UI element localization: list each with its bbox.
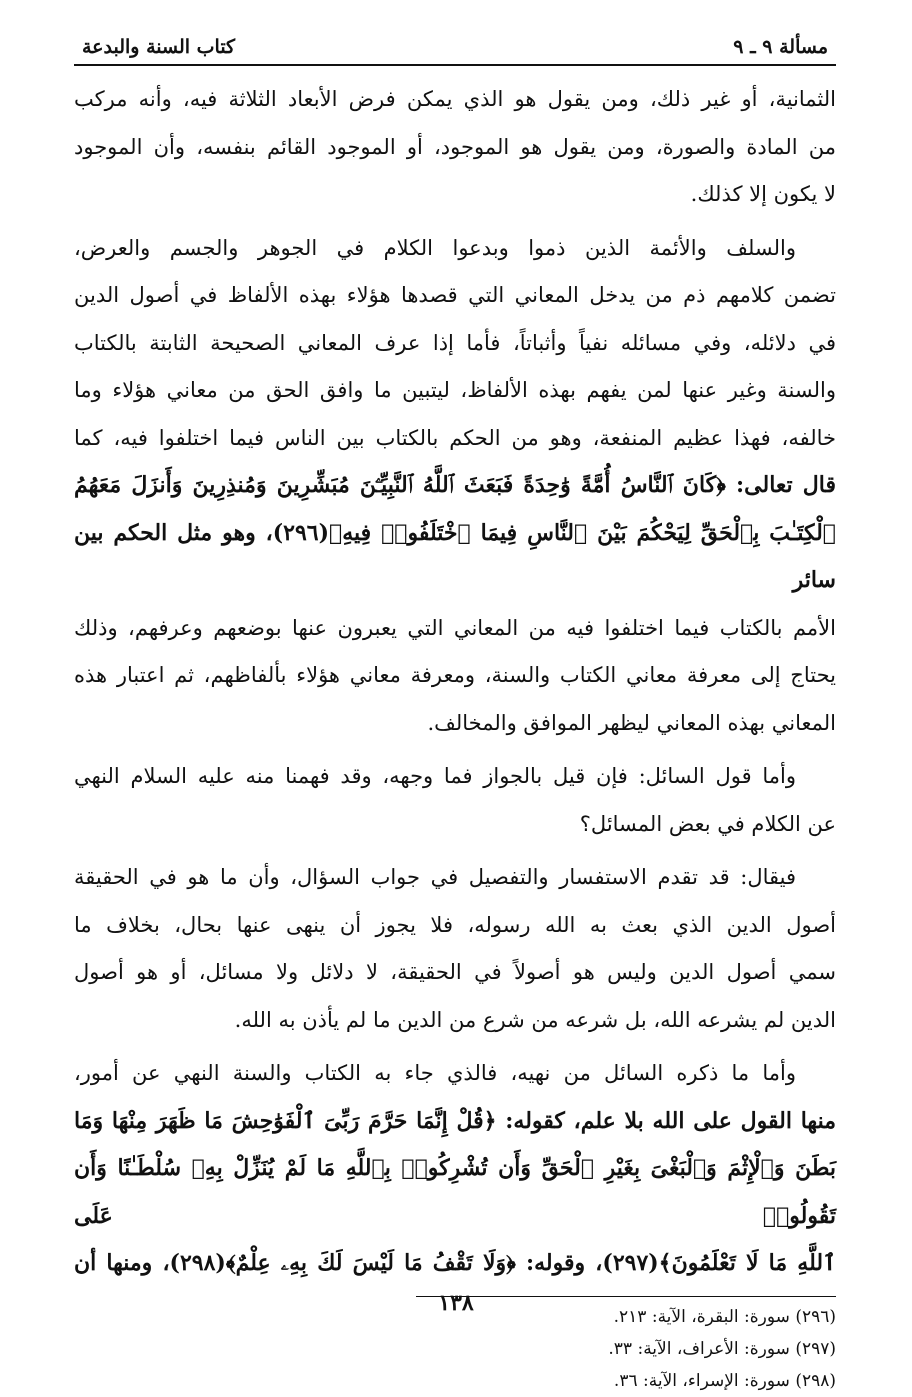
text-line: لا يكون إلا كذلك. — [690, 182, 836, 206]
text-line: الأمم بالكتاب فيما اختلفوا فيه من المعاني التي يعبرون عنها بوضعهم وعرفهم، وذلك — [74, 615, 836, 640]
text-line: وأما قول السائل: فإن قيل بالجواز فما وجهه، وقد فهمنا منه عليه السلام النهي — [74, 764, 796, 788]
text-line: خالفه، فهذا عظيم المنفعة، وهو من الحكم بالكتاب بين الناس فيما اختلفوا فيه، كما — [74, 425, 836, 450]
text-line: وأما ما ذكره السائل من نهيه، فالذي جاء به الكتاب والسنة النهي عن أمور، — [74, 1061, 796, 1085]
text-line: عن الكلام في بعض المسائل؟ — [579, 811, 836, 836]
text-line: أصول الدين الذي بعث به الله رسوله، فلا يجوز أن ينهى عنها بحال، بخلاف ما — [74, 912, 836, 937]
text-line: والسنة وغير عنها لمن يفهم بهذه الألفاظ، ليتبين ما وافق الحق من معاني هؤلاء وما — [74, 378, 836, 402]
quran-verse-line: ٱلْكِتَـٰبَ بِٱلْحَقِّ لِيَحْكُمَ بَيْنَ ٱلنَّاسِ فِيمَا ٱخْتَلَفُوا۟ فِيهِ﴾(٢٩٦)، وهو مثل الحكم بين سائر — [74, 519, 837, 593]
text-line: المعاني بهذه المعاني ليظهر الموافق والمخالف. — [427, 710, 836, 735]
text-line: سمي أصول الدين وليس هو أصولاً في الحقيقة، لا دلائل ولا مسائل، أو هو أصول — [74, 960, 836, 984]
paragraph — [74, 225, 836, 748]
quran-verse-line: قال تعالى: ﴿كَانَ ٱلنَّاسُ أُمَّةً وَٰحِدَةً فَبَعَثَ ٱللَّهُ ٱلنَّبِيِّـۧنَ مُبَشِّرِينَ وَمُنذِرِينَ وَأَنزَلَ مَعَهُمُ — [74, 472, 836, 498]
quran-verse-line: ٱللَّهِ مَا لَا تَعْلَمُونَ﴾(٢٩٧)، وقوله: ﴿وَلَا تَقْفُ مَا لَيْسَ لَكَ بِهِۦ عِلْمٌ﴾(٢٩٨)، ومنها أن — [74, 1250, 836, 1276]
page-number: ١٣٨ — [438, 1290, 474, 1316]
text-line: في دلائله، وفي مسائله نفياً وأثباتاً، فأما إذا عرف المعاني الصحيحة الثابتة بالكتاب — [74, 330, 836, 355]
text-line: الثمانية، أو غير ذلك، ومن يقول هو الذي يمكن فرض الأبعاد الثلاثة فيه، وأنه مركب — [74, 87, 836, 111]
quran-verse-line: منها القول على الله بلا علم، كقوله: ﴿قُلْ إِنَّمَا حَرَّمَ رَبِّىَ ٱلْفَوَٰحِشَ مَا ظَهَرَ مِنْهَا وَمَا — [74, 1107, 836, 1134]
text-line: يحتاج إلى معرفة معاني الكتاب والسنة، ومعرفة معاني هؤلاء بألفاظهم، ثم اعتبار هذه — [74, 663, 836, 687]
text-line: تضمن كلامهم ذم من يدخل المعاني التي قصدها هؤلاء بهذه الألفاظ في أصول الدين — [74, 283, 836, 307]
paragraph — [74, 753, 836, 848]
paragraph — [74, 1050, 836, 1288]
paragraph — [74, 76, 836, 219]
header-book-title: كتاب السنة والبدعة — [82, 36, 236, 58]
text-line: الدين لم يشرعه الله، بل شرعه من شرع من الدين ما لم يأذن به الله. — [234, 1007, 836, 1032]
paragraph — [74, 854, 836, 1044]
footnote: (٢٩٦) سورة: البقرة، الآية: ٢١٣. — [613, 1306, 836, 1327]
text-line: والسلف والأئمة الذين ذموا وبدعوا الكلام في الجوهر والجسم والعرض، — [74, 235, 796, 260]
text-line: فيقال: قد تقدم الاستفسار والتفصيل في جواب السؤال، وأن ما هو في الحقيقة — [74, 865, 796, 889]
footnote: (٢٩٨) سورة: الإسراء، الآية: ٣٦. — [613, 1370, 836, 1391]
footnote: (٢٩٧) سورة: الأعراف، الآية: ٣٣. — [608, 1338, 836, 1359]
text-line: من المادة والصورة، ومن يقول هو الموجود، أو الموجود القائم بنفسه، وأن الموجود — [74, 134, 836, 159]
body-text — [74, 76, 836, 1288]
quran-verse-line: بَطَنَ وَٱلْإِثْمَ وَٱلْبَغْىَ بِغَيْرِ ٱلْحَقِّ وَأَن تُشْرِكُوا۟ بِٱللَّهِ مَا لَمْ يُنَزِّلْ بِهِۦ سُلْطَـٰنًا وَأَن تَقُولُوا۟ عَلَى — [74, 1155, 836, 1229]
running-header — [74, 36, 836, 66]
header-section: مسألة ٩ ـ ٩ — [733, 36, 828, 58]
